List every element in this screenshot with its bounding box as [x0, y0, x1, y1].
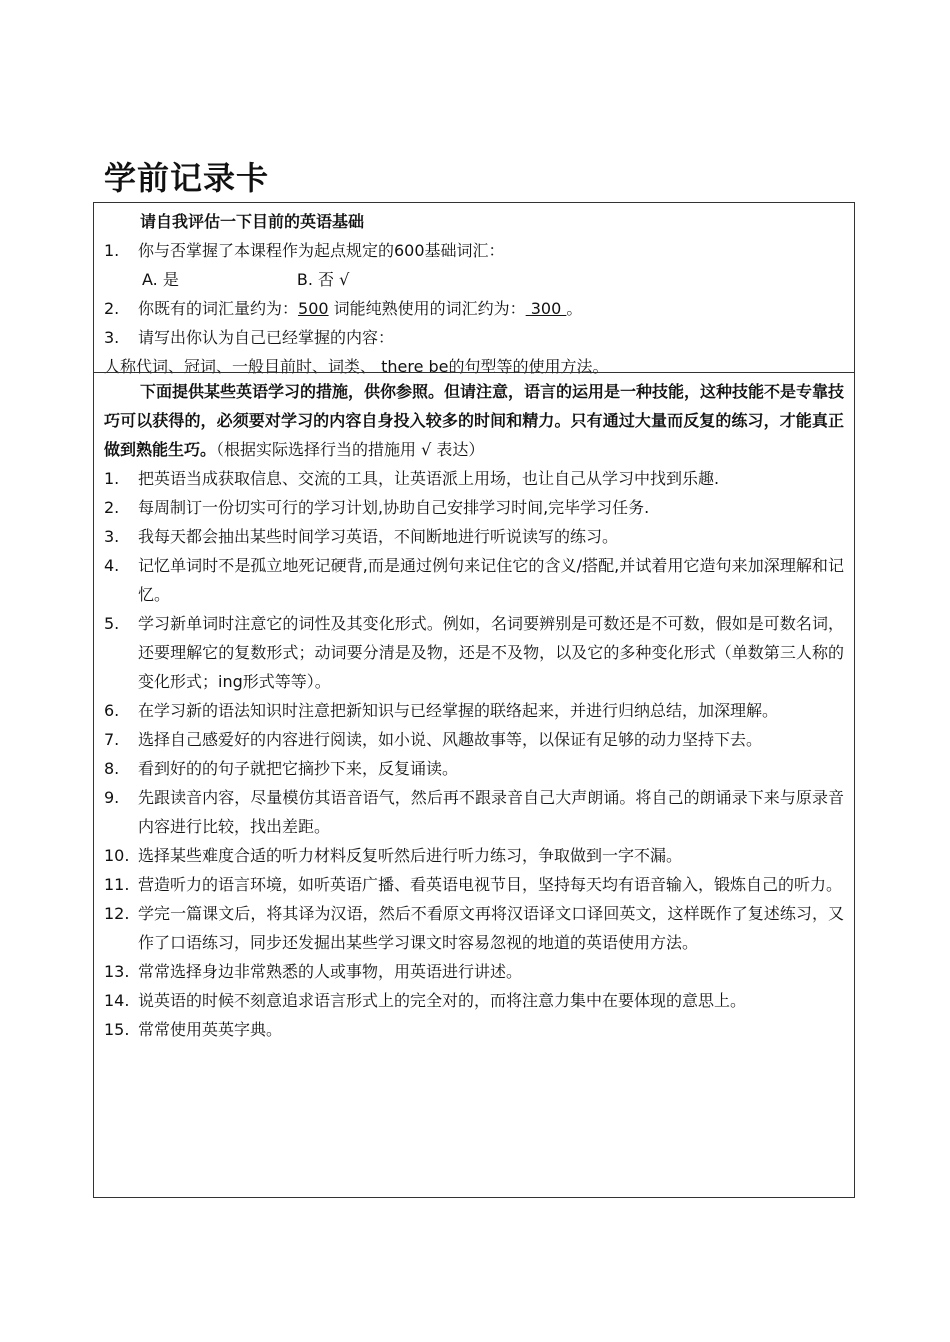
item-number: 13.	[104, 962, 130, 981]
list-item	[104, 551, 844, 609]
item-number: 11.	[104, 875, 130, 894]
option-a: A. 是	[142, 270, 179, 289]
item-number: 12.	[104, 904, 130, 923]
intro-bold-text: 下面提供某些英语学习的措施，供你参照。但请注意，语言的运用是一种技能，这种技能不是专靠技巧可以获得的，必须要对学习的内容自身投入较多的时间和精力。只有通过大量而反复的练习，才能真正做到熟能生巧。	[104, 382, 845, 459]
item-text: 学完一篇课文后，将其译为汉语，然后不看原文再将汉语译文口译回英文，这样既作了复述练习，又作了口语练习，同步还发掘出某些学习课文时容易忽视的地道的英语使用方法。	[138, 904, 844, 952]
learning-strategies-section	[93, 372, 855, 1198]
question-3-answer: 人称代词、冠词、一般目前时、词类、 there be的句型等的使用方法。	[104, 357, 609, 376]
item-number: 6.	[104, 701, 120, 720]
item-text: 在学习新的语法知识时注意把新知识与已经掌握的联络起来，并进行归纳总结，加深理解。	[138, 701, 779, 720]
section-heading: 请自我评估一下目前的英语基础	[140, 212, 365, 231]
list-item	[104, 870, 844, 899]
self-assessment-section	[93, 202, 855, 376]
item-number: 5.	[104, 614, 120, 633]
item-number: 4.	[104, 556, 120, 575]
list-item	[104, 522, 844, 551]
list-item	[104, 696, 844, 725]
question-text: 请写出你认为自己已经掌握的内容：	[138, 328, 395, 347]
question-number: 2.	[104, 299, 120, 318]
item-number: 1.	[104, 469, 120, 488]
question-number: 3.	[104, 328, 120, 347]
question-1	[104, 236, 844, 265]
list-item	[104, 1015, 844, 1044]
vocab-size-answer: 500	[298, 299, 329, 318]
item-number: 14.	[104, 991, 130, 1010]
item-number: 2.	[104, 498, 120, 517]
item-text: 学习新单词时注意它的词性及其变化形式。例如，名词要辨别是可数还是不可数，假如是可数名词，还要理解它的复数形式；动词要分清是及物，还是不及物，以及它的多种变化形式（单数第三人称的变化形式；ing形式等等）。	[138, 614, 844, 691]
item-number: 7.	[104, 730, 120, 749]
item-text: 选择某些难度合适的听力材料反复听然后进行听力练习，争取做到一字不漏。	[138, 846, 683, 865]
list-item	[104, 464, 844, 493]
item-number: 10.	[104, 846, 130, 865]
item-number: 15.	[104, 1020, 130, 1039]
question-1-options	[104, 265, 844, 294]
list-item	[104, 754, 844, 783]
section-intro	[104, 377, 844, 464]
item-text: 记忆单词时不是孤立地死记硬背,而是通过例句来记住它的含义/搭配,并试着用它造句来加深理解和记忆。	[138, 556, 844, 604]
list-item	[104, 725, 844, 754]
question-3	[104, 323, 844, 352]
intro-note: （根据实际选择行当的措施用 √ 表达）	[216, 440, 485, 459]
item-number: 3.	[104, 527, 120, 546]
item-text: 营造听力的语言环境，如听英语广播、看英语电视节目，坚持每天均有语音输入，锻炼自己的听力。	[138, 875, 843, 894]
option-b: B. 否 √	[296, 270, 350, 289]
list-item	[104, 841, 844, 870]
item-text: 先跟读音内容，尽量模仿其语音语气，然后再不跟录音自己大声朗诵。将自己的朗诵录下来与原录音内容进行比较，找出差距。	[138, 788, 844, 836]
question-2	[104, 294, 844, 323]
question-text: 词能纯熟使用的词汇约为：	[328, 299, 526, 318]
item-text: 每周制订一份切实可行的学习计划,协助自己安排学习时间,完毕学习任务.	[138, 498, 650, 517]
strategy-list	[104, 464, 844, 1044]
list-item	[104, 899, 844, 957]
question-text: 你既有的词汇量约为：	[138, 299, 299, 318]
item-text: 选择自己感爱好的内容进行阅读，如小说、风趣故事等，以保证有足够的动力坚持下去。	[138, 730, 763, 749]
question-number: 1.	[104, 241, 120, 260]
item-number: 8.	[104, 759, 120, 778]
item-text: 常常使用英英字典。	[138, 1020, 283, 1039]
punctuation: 。	[566, 299, 583, 318]
active-vocab-answer: 300	[525, 299, 567, 318]
item-text: 常常选择身边非常熟悉的人或事物，用英语进行讲述。	[138, 962, 523, 981]
list-item	[104, 609, 844, 696]
item-text: 把英语当成获取信息、交流的工具，让英语派上用场，也让自己从学习中找到乐趣.	[138, 469, 720, 488]
list-item	[104, 957, 844, 986]
list-item	[104, 783, 844, 841]
item-text: 我每天都会抽出某些时间学习英语，不间断地进行听说读写的练习。	[138, 527, 619, 546]
list-item	[104, 493, 844, 522]
item-text: 说英语的时候不刻意追求语言形式上的完全对的，而将注意力集中在要体现的意思上。	[138, 991, 747, 1010]
item-text: 看到好的的句子就把它摘抄下来，反复诵读。	[138, 759, 459, 778]
item-number: 9.	[104, 788, 120, 807]
list-item	[104, 986, 844, 1015]
question-text: 你与否掌握了本课程作为起点规定的600基础词汇：	[138, 241, 505, 260]
page-title: 学前记录卡	[104, 159, 270, 197]
